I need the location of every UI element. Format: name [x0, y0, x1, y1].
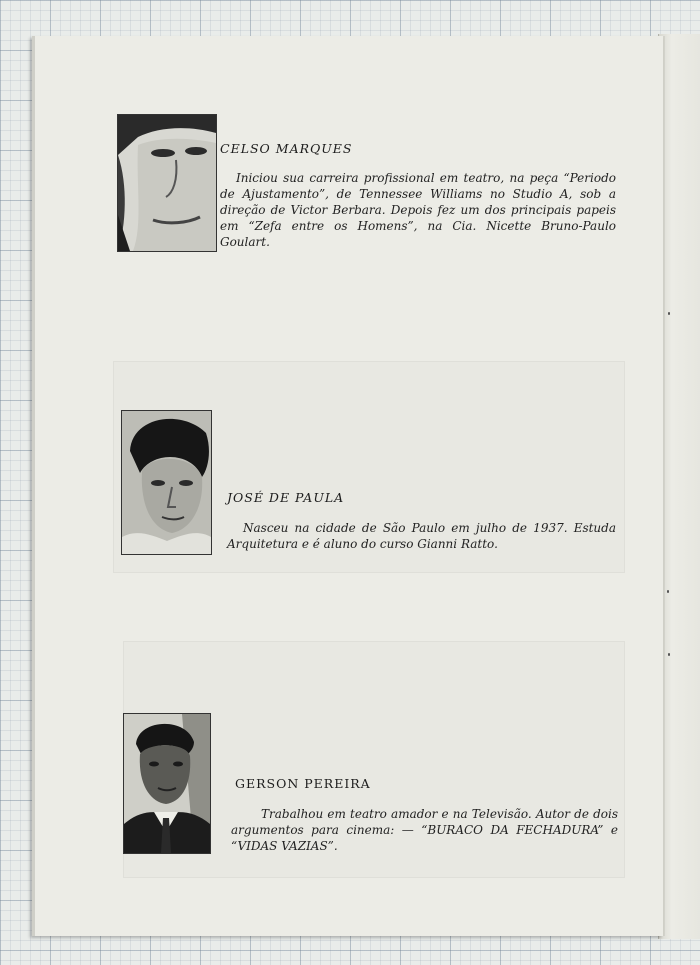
jose-de-paula-photo [121, 410, 212, 555]
paper-speck [668, 653, 670, 656]
paper-speck [667, 590, 669, 593]
person-bio [227, 520, 616, 552]
booklet-page [32, 36, 663, 936]
booklet-spine [658, 34, 700, 939]
person-bio [231, 806, 618, 854]
paper-speck [668, 312, 670, 315]
person-name: GERSON PEREIRA [235, 776, 371, 791]
bio-text: Nasceu na cidade de São Paulo em julho de 1937. Estuda Arquitetura e é aluno do curso Gianni Ratto. [227, 521, 616, 551]
person-bio [220, 170, 616, 250]
celso-marques-photo [117, 114, 217, 252]
bio-text: Iniciou sua carreira profissional em teatro, na peça “Periodo de Ajustamento”, de Tennessee Williams no Studio A, sob a direção de Victor Berbara. Depois fez um dos principais papeis em “Zefa entre os Homens”, na Cia. Nicette Bruno-Paulo Goulart. [220, 171, 616, 249]
gerson-pereira-photo [123, 713, 211, 854]
bio-text: Trabalhou em teatro amador e na Televisão. Autor de dois argumentos para cinema: — “BURACO DA FECHADURA” e “VIDAS VAZIAS”. [231, 807, 618, 853]
person-name: CELSO MARQUES [220, 141, 353, 156]
person-name: JOSÉ DE PAULA [227, 490, 345, 505]
